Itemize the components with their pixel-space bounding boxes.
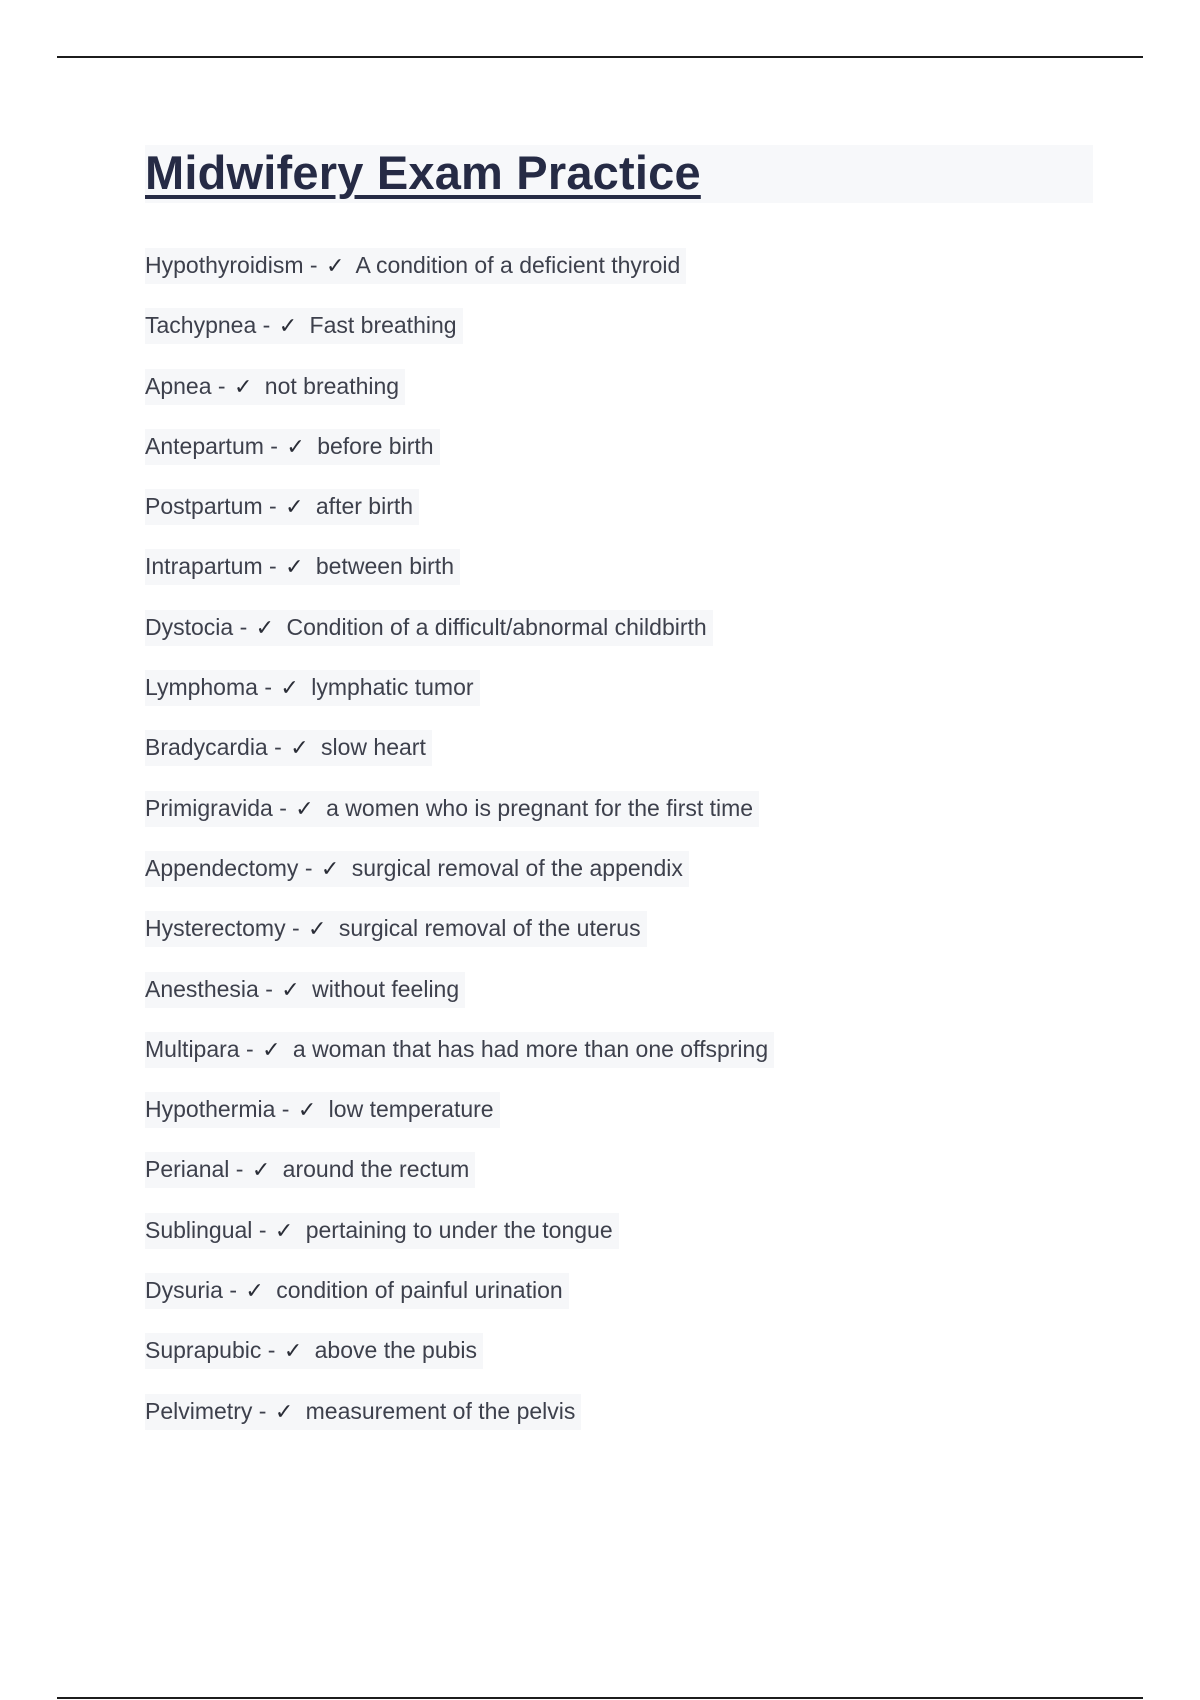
term-name: Apnea xyxy=(145,372,212,399)
list-item xyxy=(145,730,774,790)
term-definition: A condition of a deficient thyroid xyxy=(355,252,681,278)
term-definition: condition of painful urination xyxy=(276,1277,563,1304)
term-separator: - xyxy=(304,854,313,881)
term-separator: - xyxy=(269,553,277,580)
term-definition: lymphatic tumor xyxy=(311,674,474,701)
term-definition: before birth xyxy=(317,432,434,459)
list-item xyxy=(145,851,774,911)
term-name: Dystocia xyxy=(145,613,234,640)
term-name: Sublingual xyxy=(145,1216,253,1243)
term-line xyxy=(145,851,689,887)
top-divider xyxy=(57,56,1143,58)
list-item xyxy=(145,1333,774,1393)
term-separator: - xyxy=(265,975,273,1002)
term-name: Primigravida xyxy=(145,794,273,821)
term-separator: - xyxy=(258,1397,267,1424)
list-item xyxy=(145,549,774,609)
checkmark-icon: ✓ xyxy=(286,434,305,460)
list-item xyxy=(145,911,774,971)
term-separator: - xyxy=(246,1035,254,1062)
term-separator: - xyxy=(217,372,226,399)
bottom-divider xyxy=(57,1697,1143,1699)
list-item xyxy=(145,1273,774,1333)
term-definition: after birth xyxy=(315,493,414,520)
checkmark-icon: ✓ xyxy=(274,1399,294,1425)
list-item xyxy=(145,1032,774,1092)
term-definition: Condition of a difficult/abnormal childbirth xyxy=(286,613,707,640)
term-line xyxy=(145,972,465,1008)
term-definition: surgical removal of the appendix xyxy=(351,854,683,881)
term-line xyxy=(145,1394,581,1430)
term-line xyxy=(145,670,480,706)
term-separator: - xyxy=(267,1337,276,1364)
term-definition: slow heart xyxy=(321,734,426,761)
checkmark-icon: ✓ xyxy=(325,254,345,279)
term-list xyxy=(145,248,774,1454)
checkmark-icon: ✓ xyxy=(285,555,304,581)
term-definition: around the rectum xyxy=(282,1156,470,1183)
term-line xyxy=(145,610,713,646)
term-separator: - xyxy=(309,252,318,278)
checkmark-icon: ✓ xyxy=(274,1218,294,1244)
page-title: Midwifery Exam Practice xyxy=(145,146,701,199)
term-line xyxy=(145,429,440,465)
term-line xyxy=(145,791,759,827)
checkmark-icon: ✓ xyxy=(255,615,275,641)
term-line xyxy=(145,1152,475,1188)
term-name: Appendectomy xyxy=(145,854,299,881)
checkmark-icon: ✓ xyxy=(283,1339,303,1365)
term-definition: low temperature xyxy=(328,1096,494,1123)
term-line xyxy=(145,1092,500,1128)
term-name: Hypothyroidism xyxy=(145,252,304,278)
term-name: Tachypnea xyxy=(145,312,257,339)
term-definition: pertaining to under the tongue xyxy=(305,1216,613,1243)
checkmark-icon: ✓ xyxy=(262,1037,281,1063)
list-item xyxy=(145,429,774,489)
list-item xyxy=(145,670,774,730)
term-line xyxy=(145,1213,619,1249)
term-name: Perianal xyxy=(145,1156,230,1183)
term-line xyxy=(145,1273,569,1309)
list-item xyxy=(145,489,774,549)
list-item xyxy=(145,972,774,1032)
term-name: Bradycardia xyxy=(145,734,268,761)
list-item xyxy=(145,1394,774,1454)
checkmark-icon: ✓ xyxy=(295,796,314,822)
term-separator: - xyxy=(235,1156,244,1183)
term-definition: measurement of the pelvis xyxy=(305,1397,576,1424)
term-separator: - xyxy=(258,1216,267,1243)
term-name: Postpartum xyxy=(145,493,263,520)
term-separator: - xyxy=(291,915,300,942)
term-line xyxy=(145,248,686,284)
checkmark-icon: ✓ xyxy=(320,856,340,882)
term-separator: - xyxy=(229,1277,238,1304)
term-separator: - xyxy=(269,493,277,520)
list-item xyxy=(145,1213,774,1273)
term-definition: surgical removal of the uterus xyxy=(338,915,641,942)
term-definition: between birth xyxy=(315,553,454,580)
term-name: Anesthesia xyxy=(145,975,259,1002)
term-separator: - xyxy=(270,432,278,459)
term-name: Antepartum xyxy=(145,432,264,459)
term-definition: a woman that has had more than one offspring xyxy=(292,1035,769,1062)
term-name: Hysterectomy xyxy=(145,915,286,942)
term-name: Dysuria xyxy=(145,1277,223,1304)
term-line xyxy=(145,1333,483,1369)
checkmark-icon: ✓ xyxy=(285,495,304,521)
checkmark-icon: ✓ xyxy=(233,374,253,400)
list-item xyxy=(145,369,774,429)
checkmark-icon: ✓ xyxy=(308,917,327,943)
term-name: Intrapartum xyxy=(145,553,263,580)
term-separator: - xyxy=(262,312,271,339)
checkmark-icon: ✓ xyxy=(280,676,299,702)
list-item xyxy=(145,308,774,368)
term-definition: a women who is pregnant for the first time xyxy=(326,794,754,821)
term-line xyxy=(145,308,463,344)
list-item xyxy=(145,791,774,851)
term-name: Multipara xyxy=(145,1035,240,1062)
term-definition: Fast breathing xyxy=(309,312,457,339)
checkmark-icon: ✓ xyxy=(281,977,300,1003)
term-name: Pelvimetry xyxy=(145,1397,253,1424)
term-line xyxy=(145,549,460,585)
term-definition: not breathing xyxy=(264,372,400,399)
term-line xyxy=(145,489,419,525)
checkmark-icon: ✓ xyxy=(245,1279,264,1305)
list-item xyxy=(145,1092,774,1152)
term-separator: - xyxy=(239,613,248,640)
checkmark-icon: ✓ xyxy=(251,1158,271,1184)
list-item xyxy=(145,248,774,308)
term-separator: - xyxy=(274,734,282,761)
term-line xyxy=(145,1032,774,1068)
checkmark-icon: ✓ xyxy=(278,314,298,340)
list-item xyxy=(145,610,774,670)
term-line xyxy=(145,911,647,947)
term-name: Hypothermia xyxy=(145,1096,276,1123)
term-separator: - xyxy=(281,1096,290,1123)
term-line xyxy=(145,369,405,405)
term-definition: above the pubis xyxy=(314,1337,478,1364)
term-separator: - xyxy=(279,794,287,821)
checkmark-icon: ✓ xyxy=(290,736,309,762)
term-separator: - xyxy=(264,674,272,701)
term-line xyxy=(145,730,432,766)
list-item xyxy=(145,1152,774,1212)
term-definition: without feeling xyxy=(312,975,460,1002)
term-name: Lymphoma xyxy=(145,674,258,701)
term-name: Suprapubic xyxy=(145,1337,262,1364)
checkmark-icon: ✓ xyxy=(297,1098,317,1124)
